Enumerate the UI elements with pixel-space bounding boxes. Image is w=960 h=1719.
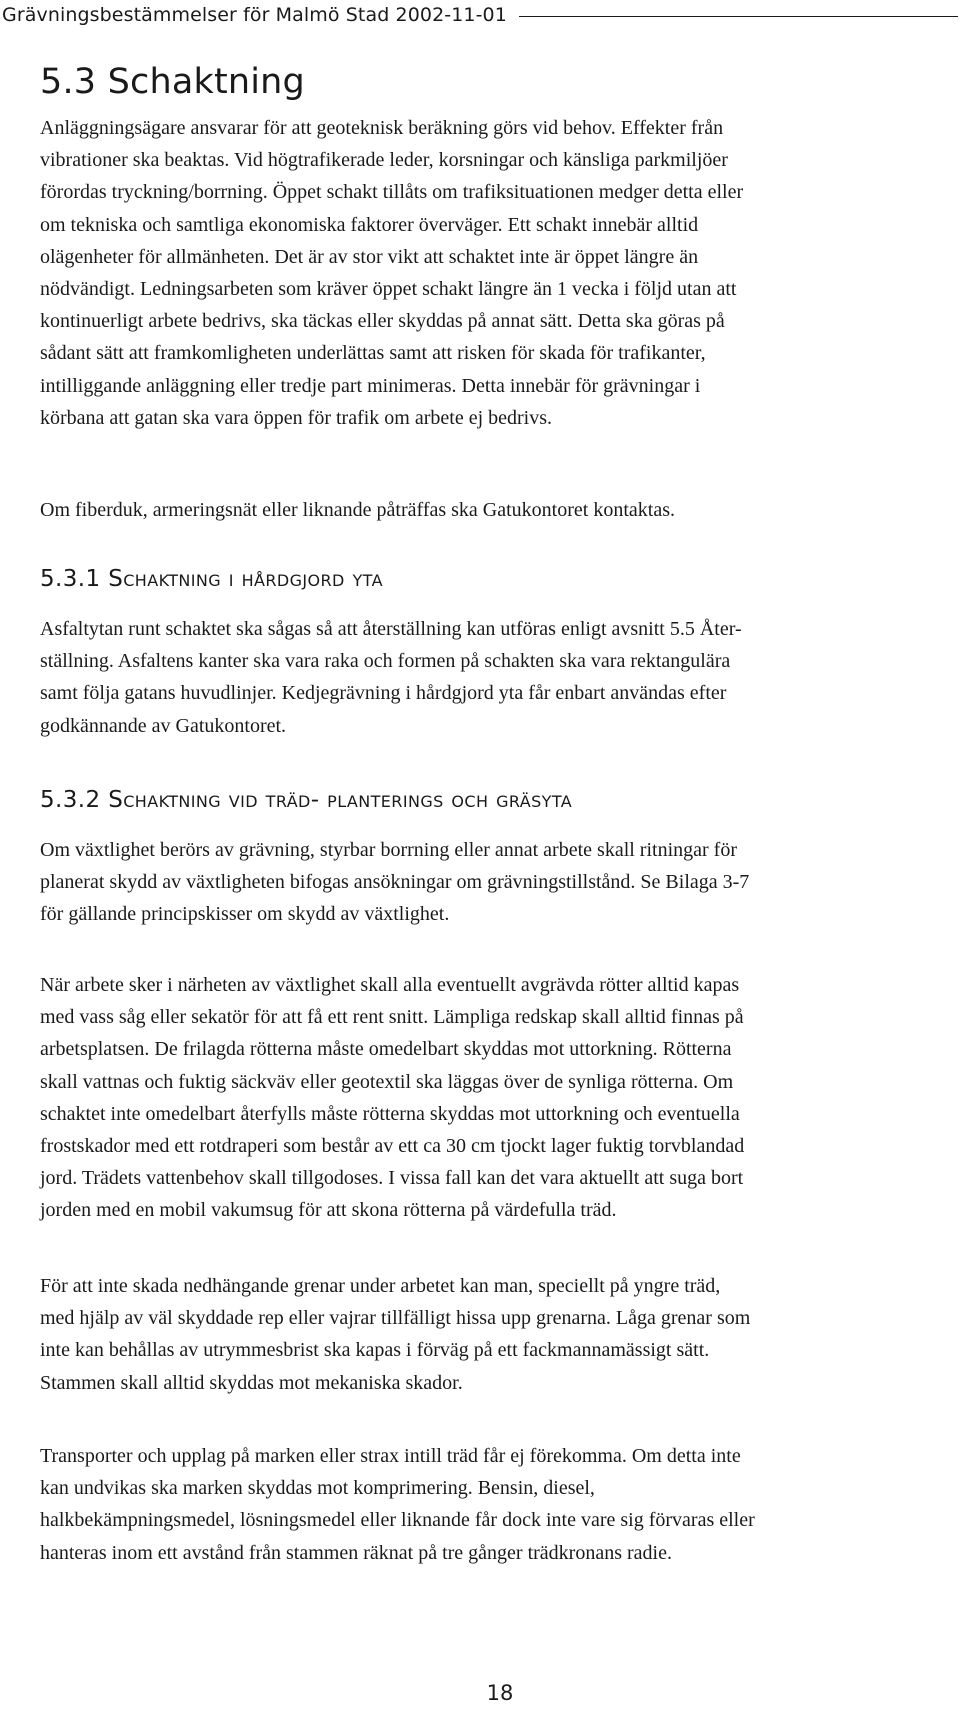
text-line: kan undvikas ska marken skyddas mot komprimering. Bensin, diesel, [40,1477,595,1500]
text-line: halkbekämpningsmedel, lösningsmedel eller liknande får dock inte vare sig förvaras eller [40,1509,755,1532]
text-line: Anläggningsägare ansvarar för att geoteknisk beräkning görs vid behov. Effekter från [40,117,724,139]
paragraph [40,1440,940,1569]
text-line: om tekniska och samtliga ekonomiska faktorer överväger. Ett schakt innebär alltid [40,213,699,236]
text-line: jord. Trädets vattenbehov skall tillgodoses. I vissa fall kan det vara aktuellt att suga bort [40,1167,744,1190]
text-line: schaktet inte omedelbart återfylls måste rötterna skyddas mot uttorkning och eventuella [40,1102,740,1125]
text-line: Asfaltytan runt schaktet ska sågas så att återställning kan utföras enligt avsnitt 5.5 Åter- [40,618,742,640]
page-number: 18 [486,1681,514,1705]
text-line: olägenheter för allmänheten. Det är av stor vikt att schaktet inte är öppet längre än [40,245,699,268]
text-line: arbetsplatsen. De frilagda rötterna måste omedelbart skyddas mot uttorkning. Rötterna [40,1038,732,1061]
text-line: körbana att gatan ska vara öppen för trafik om arbete ej bedrivs. [40,406,553,429]
text-line: för gällande principskisser om skydd av växtlighet. [40,903,450,926]
paragraph [40,112,940,434]
subsection-heading-5-3-2: 5.3.2 Schaktning vid träd- planterings och gräsyta [40,787,573,813]
text-line: Transporter och upplag på marken eller strax intill träd får ej förekomma. Om detta inte [40,1445,741,1467]
text-line: ställning. Asfaltens kanter ska vara raka och formen på schakten ska vara rektangulära [40,650,731,673]
text-line: hanteras inom ett avstånd från stammen räknat på tre gånger trädkronans radie. [40,1541,672,1564]
text-line: För att inte skada nedhängande grenar under arbetet kan man, speciellt på yngre träd, [40,1275,721,1297]
text-line: intilliggande anläggning eller tredje part minimeras. Detta innebär för grävningar i [40,374,701,397]
text-line: planerat skydd av växtligheten bifogas ansökningar om grävningstillstånd. Se Bilaga 3-7 [40,871,750,894]
text-line: sådant sätt att framkomligheten underlättas samt att risken för skada för trafikanter, [40,342,706,365]
text-line: Om växtlighet berörs av grävning, styrbar borrning eller annat arbete skall ritningar för [40,839,737,861]
text-line: frostskador med ett rotdraperi som består av ett ca 30 cm tjockt lager fuktig torvblandad [40,1135,745,1158]
paragraph [40,834,940,931]
text-line: förordas tryckning/borrning. Öppet schakt tillåts om trafiksituationen medger detta eller [40,181,744,204]
text-line: inte kan behållas av utrymmesbrist ska kapas i förväg på ett fackmannamässigt sätt. [40,1339,710,1362]
paragraph [40,613,940,742]
text-line: med vass såg eller sekatör för att få ett rent snitt. Lämpliga redskap skall alltid finnas på [40,1006,744,1029]
section-heading: 5.3 Schaktning [40,62,305,102]
text-line: När arbete sker i närheten av växtlighet skall alla eventuellt avgrävda rötter alltid kapas [40,974,740,996]
header-title: Grävningsbestämmelser för Malmö Stad 2002-11-01 [2,4,507,26]
text-line: samt följa gatans huvudlinjer. Kedjegrävning i hårdgjord yta får enbart användas efter [40,682,727,705]
text-line: Om fiberduk, armeringsnät eller liknande påträffas ska Gatukontoret kontaktas. [40,499,675,521]
text-line: kontinuerligt arbete bedrivs, ska täckas eller skyddas på annat sätt. Detta ska göras på [40,310,725,333]
text-line: vibrationer ska beaktas. Vid högtrafikerade leder, korsningar och känsliga parkmiljöer [40,149,728,172]
text-line: jorden med en mobil vakumsug för att skona rötterna på värdefulla träd. [40,1199,617,1222]
header-rule [519,16,958,17]
text-line: Stammen skall alltid skyddas mot mekaniska skador. [40,1371,463,1394]
paragraph [40,969,940,1227]
text-line: godkännande av Gatukontoret. [40,714,287,737]
paragraph [40,494,940,526]
running-header [0,0,960,30]
text-line: med hjälp av väl skyddade rep eller vajrar tillfälligt hissa upp grenarna. Låga grenar som [40,1307,751,1330]
paragraph [40,1270,940,1399]
text-line: skall vattnas och fuktig säckväv eller geotextil ska läggas över de synliga rötterna. Om [40,1070,734,1093]
text-line: nödvändigt. Ledningsarbeten som kräver öppet schakt längre än 1 vecka i följd utan att [40,278,737,301]
subsection-heading-5-3-1: 5.3.1 Schaktning i hårdgjord yta [40,566,383,592]
